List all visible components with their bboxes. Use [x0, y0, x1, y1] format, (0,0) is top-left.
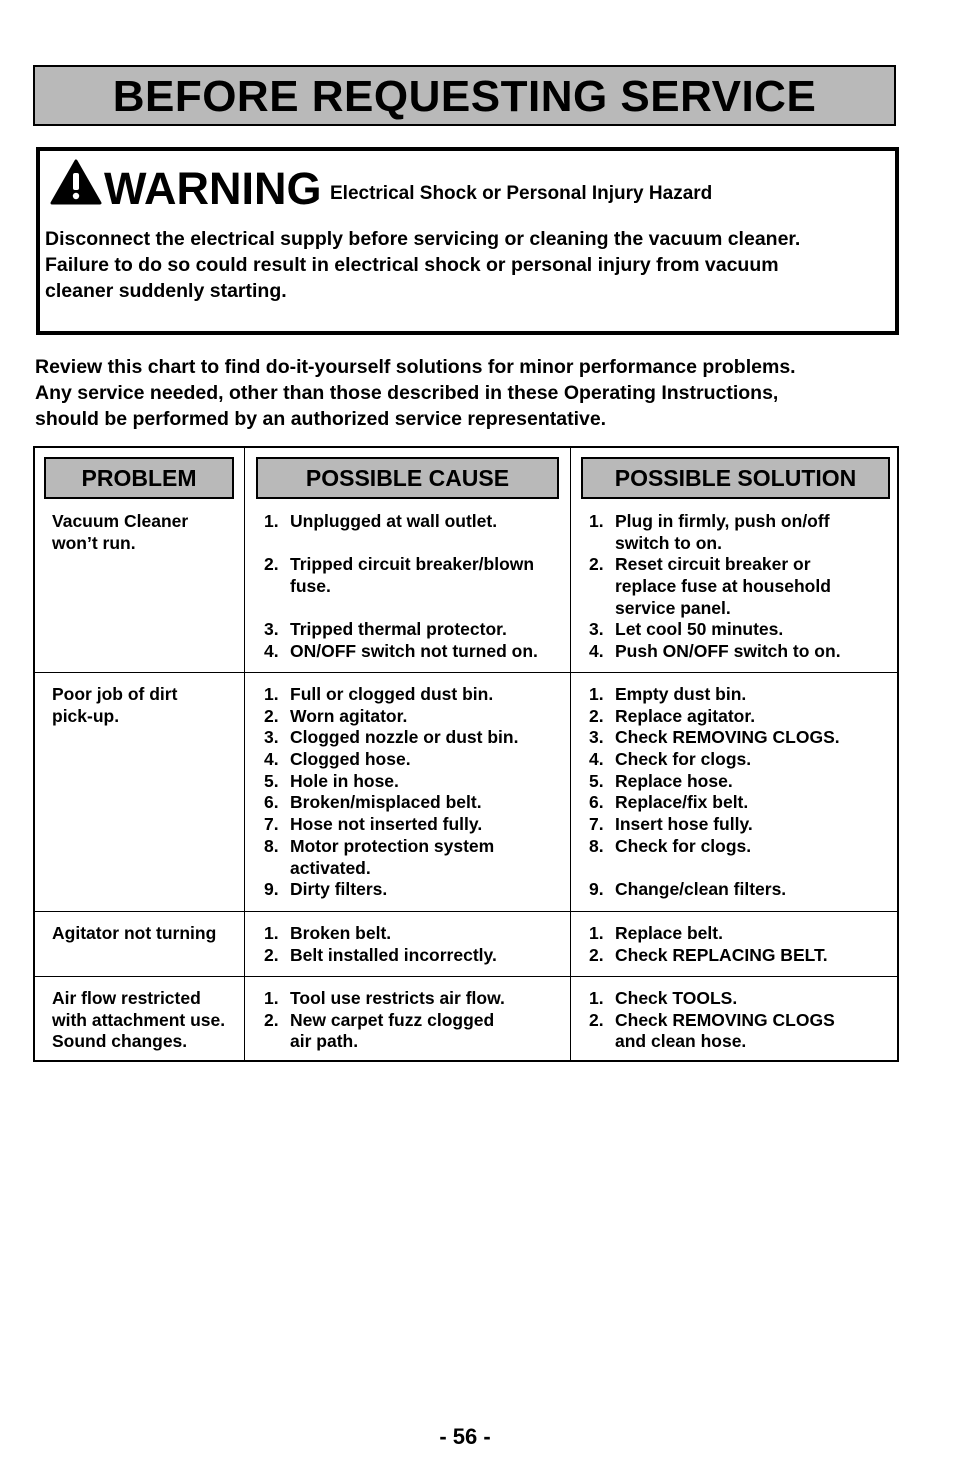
- item-text: activated.: [290, 857, 371, 878]
- item-number: 1.: [589, 684, 604, 704]
- item-number: 6.: [264, 792, 279, 813]
- item-text: air path.: [290, 1031, 359, 1052]
- item-text: Replace agitator.: [615, 705, 756, 726]
- item-text: Unplugged at wall outlet.: [290, 511, 498, 531]
- item-number: 1.: [264, 923, 279, 943]
- header-possible-cause: POSSIBLE CAUSE: [256, 457, 559, 499]
- item-number: 8.: [589, 835, 604, 856]
- item-text: ON/OFF switch not turned on.: [290, 641, 538, 662]
- item-text: Check REMOVING CLOGS: [615, 1009, 835, 1030]
- item-text: Broken/misplaced belt.: [290, 792, 482, 813]
- problem-cell: [52, 684, 177, 727]
- warning-line: Disconnect the electrical supply before servicing or cleaning the vacuum cleaner.: [45, 228, 801, 250]
- troubleshooting-table: [33, 446, 899, 1062]
- item-number: 2.: [589, 944, 604, 965]
- item-text: Check REMOVING CLOGS.: [615, 727, 840, 748]
- item-number: 7.: [264, 814, 279, 835]
- item-text: Change/clean filters.: [615, 879, 787, 900]
- warning-body: [45, 226, 895, 304]
- item-text: Replace hose.: [615, 770, 733, 791]
- item-text: Clogged hose.: [290, 749, 411, 770]
- warning-subtitle: Electrical Shock or Personal Injury Hazard: [330, 183, 713, 204]
- header-possible-solution: POSSIBLE SOLUTION: [581, 457, 890, 499]
- column-divider: [570, 448, 571, 1060]
- page-number: - 56 -: [439, 1424, 491, 1449]
- item-number: 3.: [264, 619, 279, 640]
- item-number: 1.: [589, 988, 604, 1008]
- item-text: Let cool 50 minutes.: [615, 619, 784, 640]
- item-number: 3.: [589, 727, 604, 748]
- item-number: 1.: [589, 511, 604, 531]
- item-number: 5.: [589, 770, 604, 791]
- item-number: 2.: [264, 554, 279, 575]
- item-number: 2.: [264, 705, 279, 726]
- warning-line: Failure to do so could result in electrical shock or personal injury from vacuum: [45, 254, 779, 276]
- item-text: Tripped circuit breaker/blown: [290, 554, 535, 575]
- item-text: and clean hose.: [615, 1031, 747, 1052]
- item-text: Empty dust bin.: [615, 684, 747, 704]
- column-divider: [244, 448, 245, 1060]
- item-number: 2.: [589, 554, 604, 575]
- row-divider: [35, 911, 897, 912]
- item-number: 3.: [589, 619, 604, 640]
- problem-text: Sound changes.: [52, 1031, 188, 1052]
- intro-line: Review this chart to find do-it-yourself solutions for minor performance problems.: [35, 356, 796, 378]
- item-text: Reset circuit breaker or: [615, 554, 811, 575]
- item-text: Check for clogs.: [615, 749, 752, 770]
- intro-line: Any service needed, other than those described in these Operating Instructions,: [35, 382, 779, 404]
- item-text: Plug in firmly, push on/off: [615, 511, 830, 531]
- header-problem: PROBLEM: [44, 457, 234, 499]
- item-text: Motor protection system: [290, 835, 495, 856]
- item-text: New carpet fuzz clogged: [290, 1009, 495, 1030]
- item-number: 2.: [264, 944, 279, 965]
- problem-cell: [52, 511, 188, 554]
- intro-line: should be performed by an authorized service representative.: [35, 408, 607, 430]
- warning-word: WARNING: [104, 163, 322, 214]
- warning-line: cleaner suddenly starting.: [45, 280, 287, 302]
- item-text: switch to on.: [615, 532, 722, 553]
- item-number: 4.: [589, 749, 604, 770]
- problem-text: Air flow restricted: [52, 988, 201, 1008]
- problem-text: with attachment use.: [52, 1009, 226, 1030]
- item-text: Replace/fix belt.: [615, 792, 749, 813]
- item-text: Hole in hose.: [290, 770, 399, 791]
- page-title: BEFORE REQUESTING SERVICE: [33, 65, 896, 126]
- problem-cell: [52, 988, 225, 1053]
- item-number: 9.: [589, 879, 604, 900]
- row-divider: [35, 976, 897, 977]
- item-number: 2.: [589, 1009, 604, 1030]
- item-text: Clogged nozzle or dust bin.: [290, 727, 519, 748]
- item-text: Broken belt.: [290, 923, 392, 943]
- item-number: 8.: [264, 835, 279, 856]
- item-number: 3.: [264, 727, 279, 748]
- item-number: 4.: [264, 641, 279, 662]
- problem-text: won’t run.: [52, 532, 136, 553]
- item-number: 6.: [589, 792, 604, 813]
- problem-text: Agitator not turning: [52, 923, 217, 943]
- item-text: Belt installed incorrectly.: [290, 944, 497, 965]
- item-text: Replace belt.: [615, 923, 723, 943]
- problem-text: Vacuum Cleaner: [52, 511, 189, 531]
- item-text: Push ON/OFF switch to on.: [615, 641, 841, 662]
- item-number: 5.: [264, 770, 279, 791]
- problem-text: pick-up.: [52, 705, 120, 726]
- item-text: Check TOOLS.: [615, 988, 738, 1008]
- intro-paragraph: [35, 354, 915, 432]
- item-text: fuse.: [290, 576, 331, 597]
- item-number: 1.: [589, 923, 604, 943]
- item-text: Worn agitator.: [290, 705, 408, 726]
- item-text: Full or clogged dust bin.: [290, 684, 494, 704]
- item-text: Check REPLACING BELT.: [615, 944, 828, 965]
- item-number: 1.: [264, 988, 279, 1008]
- row-divider: [35, 672, 897, 673]
- item-text: Hose not inserted fully.: [290, 814, 483, 835]
- item-number: 7.: [589, 814, 604, 835]
- item-number: 9.: [264, 879, 279, 900]
- item-text: Dirty filters.: [290, 879, 388, 900]
- item-number: 1.: [264, 511, 279, 531]
- problem-cell: [52, 923, 216, 945]
- item-text: Check for clogs.: [615, 835, 752, 856]
- item-number: 4.: [589, 641, 604, 662]
- item-number: 4.: [264, 749, 279, 770]
- item-number: 2.: [264, 1009, 279, 1030]
- item-number: 2.: [589, 705, 604, 726]
- item-text: Tripped thermal protector.: [290, 619, 507, 640]
- item-text: service panel.: [615, 597, 731, 618]
- problem-text: Poor job of dirt: [52, 684, 178, 704]
- warning-triangle-icon: [50, 159, 102, 205]
- item-text: Tool use restricts air flow.: [290, 988, 505, 1008]
- item-number: 1.: [264, 684, 279, 704]
- item-text: Insert hose fully.: [615, 814, 753, 835]
- item-text: replace fuse at household: [615, 576, 831, 597]
- warning-box: [36, 147, 899, 335]
